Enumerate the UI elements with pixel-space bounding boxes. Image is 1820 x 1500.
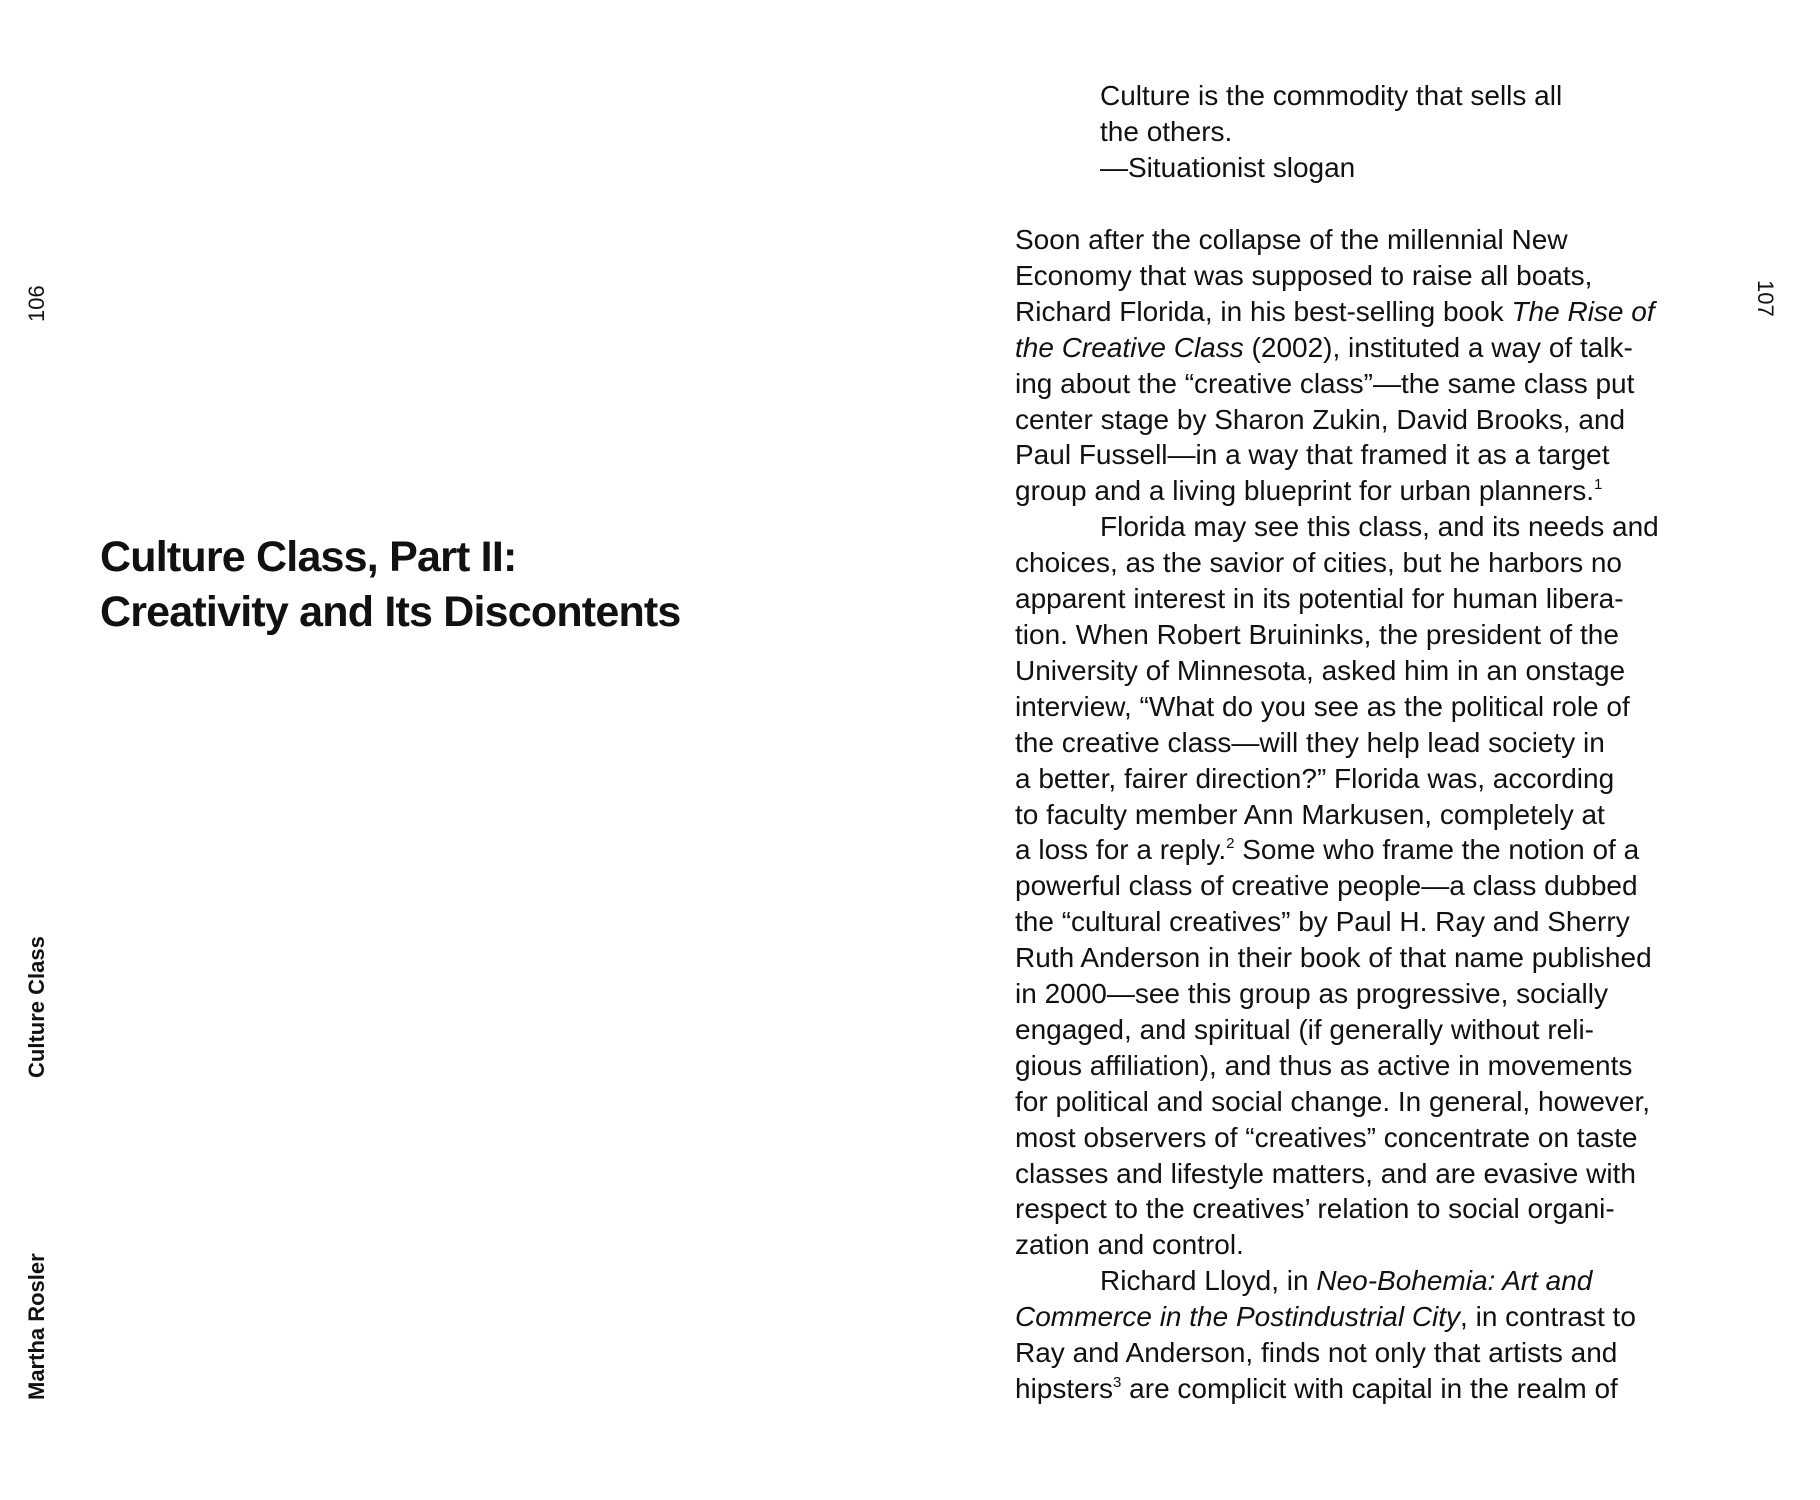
- text-line: [1015, 832, 1755, 868]
- footnote-marker: 3: [1113, 1374, 1122, 1391]
- text-line: in 2000—see this group as progressive, socially: [1015, 978, 1608, 1010]
- text-line: Economy that was supposed to raise all boats,: [1015, 259, 1593, 291]
- footnote-marker: 2: [1226, 835, 1235, 853]
- text-run: Richard Florida, in his best-selling book: [1015, 295, 1512, 327]
- text-line: for political and social change. In general, however,: [1015, 1085, 1651, 1117]
- text-line: Ray and Anderson, finds not only that artists and: [1015, 1337, 1618, 1369]
- epigraph: [1100, 78, 1562, 186]
- epigraph-attribution: —Situationist slogan: [1100, 152, 1356, 183]
- book-title-italic: Neo-Bohemia: Art and: [1316, 1265, 1593, 1297]
- text-run: Richard Lloyd, in: [1100, 1265, 1317, 1297]
- text-line: zation and control.: [1015, 1229, 1244, 1261]
- book-title-italic: Commerce in the Postindustrial City: [1015, 1301, 1461, 1333]
- text-line: [1015, 1371, 1755, 1407]
- chapter-title-line-1: Culture Class, Part II:: [100, 533, 517, 581]
- text-line: interview, “What do you see as the political role of: [1015, 690, 1630, 722]
- epigraph-line-2: the others.: [1100, 116, 1233, 147]
- text-line: gious affiliation), and thus as active in movements: [1015, 1049, 1633, 1081]
- text-line: [1015, 1263, 1755, 1299]
- text-line: to faculty member Ann Markusen, completely at: [1015, 798, 1605, 830]
- text-line: Ruth Anderson in their book of that name published: [1015, 942, 1652, 974]
- text-run: , in contrast to: [1460, 1301, 1636, 1333]
- text-line: choices, as the savior of cities, but he harbors no: [1015, 547, 1622, 579]
- text-line: University of Minnesota, asked him in an onstage: [1015, 654, 1626, 686]
- running-head-section: Culture Class: [24, 936, 49, 1078]
- text-run: a loss for a reply.: [1015, 834, 1227, 866]
- text-line: tion. When Robert Bruininks, the president of the: [1015, 618, 1619, 650]
- text-run: are complicit with capital in the realm of: [1121, 1373, 1618, 1404]
- text-line: [1015, 473, 1755, 509]
- text-run: group and a living blueprint for urban planners.: [1015, 475, 1595, 507]
- text-run: (2002), instituted a way of talk-: [1243, 331, 1633, 363]
- text-line: ing about the “creative class”—the same class put: [1015, 367, 1635, 399]
- footnote-marker: 1: [1594, 476, 1603, 494]
- right-page-number: 107: [1753, 280, 1778, 317]
- text-line: engaged, and spiritual (if generally without reli-: [1015, 1013, 1594, 1045]
- book-title-italic: The Rise of: [1511, 295, 1655, 327]
- text-line: powerful class of creative people—a class dubbed: [1015, 870, 1638, 902]
- text-run: Some who frame the notion of a: [1234, 834, 1640, 866]
- text-line: respect to the creatives’ relation to social organi-: [1015, 1193, 1615, 1225]
- text-line: most observers of “creatives” concentrate on taste: [1015, 1121, 1638, 1153]
- text-line: apparent interest in its potential for human libera-: [1015, 583, 1624, 615]
- text-line: classes and lifestyle matters, and are evasive with: [1015, 1157, 1636, 1189]
- left-page-number: 106: [24, 285, 49, 322]
- book-title-italic: the Creative Class: [1015, 331, 1244, 363]
- text-line: the creative class—will they help lead society in: [1015, 726, 1605, 758]
- text-line: [1015, 294, 1755, 330]
- text-line: Paul Fussell—in a way that framed it as a target: [1015, 439, 1610, 471]
- text-line: [1015, 330, 1755, 366]
- text-line: center stage by Sharon Zukin, David Brooks, and: [1015, 403, 1626, 435]
- text-line: a better, fairer direction?” Florida was, according: [1015, 762, 1615, 794]
- body-text: [1015, 222, 1755, 1407]
- running-head-author: Martha Rosler: [24, 1253, 49, 1400]
- text-line: the “cultural creatives” by Paul H. Ray and Sherry: [1015, 906, 1630, 938]
- text-line: [1015, 1299, 1755, 1335]
- epigraph-line-1: Culture is the commodity that sells all: [1100, 80, 1563, 111]
- text-run: hipsters: [1015, 1373, 1114, 1404]
- chapter-title: [100, 530, 681, 640]
- text-line: Soon after the collapse of the millennial New: [1015, 224, 1568, 255]
- text-line: Florida may see this class, and its needs and: [1100, 511, 1659, 543]
- chapter-title-line-2: Creativity and Its Discontents: [100, 588, 681, 636]
